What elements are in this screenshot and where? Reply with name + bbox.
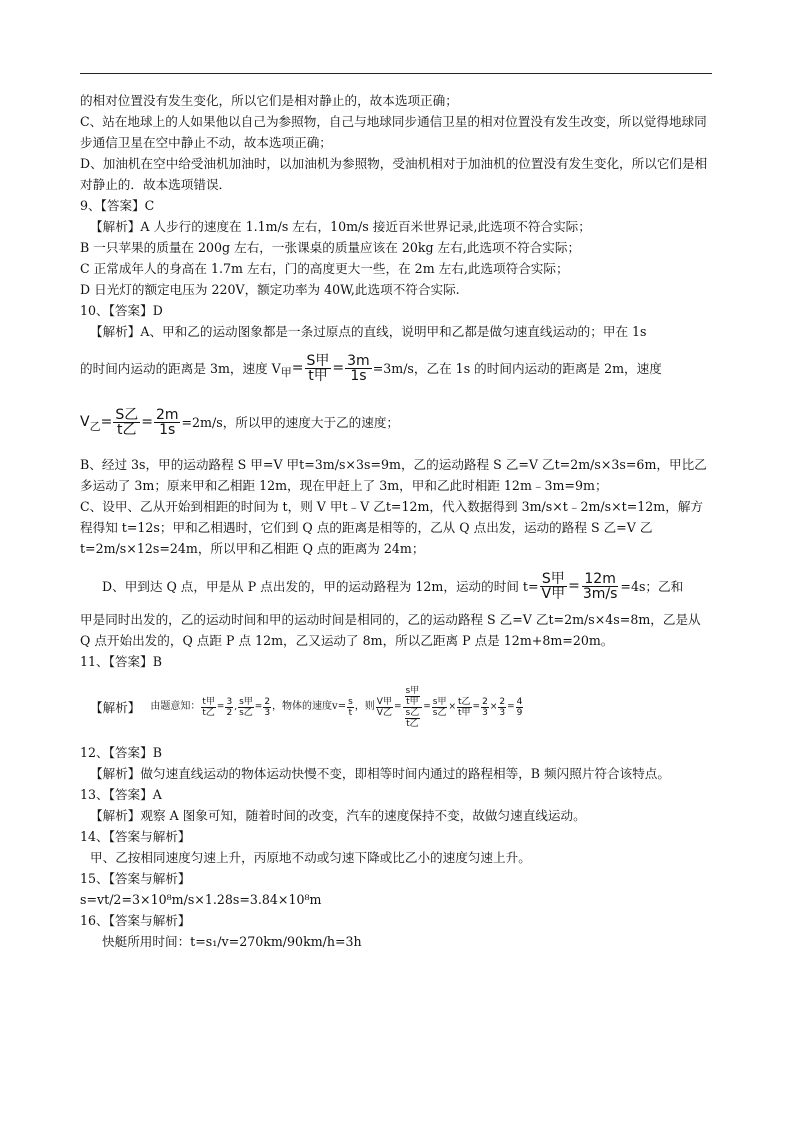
answer-heading: 15、【答案与解析】 [80,871,191,886]
analysis-line: 甲是同时出发的，乙的运动时间和甲的运动时间是相同的，乙的运动路程 S 乙=V 乙t=2m/s×4s=8m，乙是从 Q 点开始出发的，Q 点距 P 点 12m，乙又运动了 8m，所以乙距离 P 点是 12m+8m=20m。 [80,612,701,648]
fraction: $\frac{\text{S甲}}{\text{t甲}}$ [306,352,330,384]
formula-line: V 乙 = $\frac{\text{S乙}}{\text{t乙}}$ = $\frac{2m}{1s}$ =2m/s，所以甲的速度大于乙的速度； [80,406,400,438]
text-line: 的相对位置没有发生变化，所以它们是相对静止的，故本选项正确； [80,93,458,108]
document-body [80,90,714,952]
analysis-line: B、经过 3s，甲的运动路程 S 甲=V 甲t=3m/s×3s=9m，乙的运动路程 S 乙=V 乙t=2m/s×3s=6m，甲比乙多运动了 3m；原来甲和乙相距 12m，现在甲赶上了 3m，甲和乙此时相距 12m﹣3m=9m； [80,457,707,493]
fraction: $\frac{12m}{3m/s}$ [582,570,618,602]
fraction: $\frac{3m}{1s}$ [347,352,370,384]
answer-heading: 16、【答案与解析】 [80,913,191,928]
fraction: $\frac{\text{S甲}}{\text{V甲}}$ [541,570,566,602]
answer-heading: 9、【答案】C [80,198,155,213]
answer-heading: 12、【答案】B [80,745,162,760]
fraction: $\frac{2m}{1s}$ [155,406,179,438]
analysis-line: 【解析】A 人步行的速度在 1.1m/s 左右，10m/s 接近百米世界记录,此选项不符合实际； [90,219,591,234]
fraction: $\frac{2}{3}$ [499,696,506,718]
text-line: D、加油机在空中给受油机加油时，以加油机为参照物，受油机相对于加油机的位置没有发生变化，所以它们是相对静止的．故本选项错误． [80,156,708,192]
fraction: $\frac{\text{t乙}}{\text{t甲}}$ [458,696,471,718]
analysis-line: 【解析】A、甲和乙的运动图象都是一条过原点的直线，说明甲和乙都是做匀速直线运动的；甲在 1s [90,324,647,339]
analysis-line: 【解析】做匀速直线运动的物体运动快慢不变，即相等时间内通过的路程相等，B 频闪照片符合该特点。 [90,766,670,781]
fraction: $\frac{\text{V甲}}{\text{V乙}}$ [376,696,392,718]
header-rule [80,73,712,74]
analysis-line: 甲、乙按相同速度匀速上升，丙原地不动或匀速下降或比乙小的速度匀速上升。 [90,850,531,865]
answer-heading: 14、【答案与解析】 [80,829,191,844]
answer-heading: 10、【答案】D [80,303,163,318]
formula-line: 【解析】 由题意知： $\frac{\text{t甲}}{\text{t乙}}$ = $\frac{3}{2}$ , $\frac{\text{s甲}}{\text{s乙}}$ = $\frac{2}{3}$ ，物体的速度v= $\frac{s}{t}$ ，则 $\frac{\text{V甲}}{\text{V乙}}$ = $\frac{\frac{\text{s甲}}{\text{t甲}}}{\frac{\text{s乙}}{\text{t乙}}}$ = $\frac{\text{s甲}}{\text{s乙}}$ × $\frac{\text{t乙}}{\text{t甲}}$ = $\frac{2}{3}$ × $\frac{2}{3}$ = $\frac{4}{9}$ [90,685,523,729]
analysis-line: C、设甲、乙从开始到相距的时间为 t，则 V 甲t﹣V 乙t=12m，代入数据得到 3m/s×t﹣2m/s×t=12m，解方程得知 t=12s；甲和乙相遇时，它们到 Q 点的距离是相等的，乙从 Q 点出发，运动的路程 S 乙=V 乙t=2m/s×12s=24m，所以甲和乙相距 Q 点的距离为 24m； [80,499,704,556]
fraction: $\frac{3}{2}$ [226,696,233,718]
answer-heading: 11、【答案】B [80,654,162,669]
fraction: $\frac{\text{S乙}}{\text{t乙}}$ [115,406,139,438]
analysis-line: B 一只苹果的质量在 200g 左右，一张课桌的质量应该在 20kg 左右,此选项不符合实际； [80,240,581,255]
fraction: $\frac{2}{3}$ [264,696,271,718]
fraction: $\frac{\frac{\text{s甲}}{\text{t甲}}}{\frac{\text{s乙}}{\text{t乙}}}$ [403,686,423,729]
fraction: $\frac{\text{s甲}}{\text{s乙}}$ [239,696,253,718]
analysis-line: C 正常成年人的身高在 1.7m 左右，门的高度更大一些，在 2m 左右,此选项符合实际； [80,261,569,276]
fraction: $\frac{2}{3}$ [482,696,488,718]
analysis-line: 【解析】观察 A 图象可知，随着时间的改变，汽车的速度保持不变，故做匀速直线运动。 [90,808,586,823]
fraction: $\frac{\text{t甲}}{\text{t乙}}$ [202,696,215,718]
fraction: $\frac{\text{s甲}}{\text{s乙}}$ [432,696,447,718]
formula-line: D、甲到达 Q 点，甲是从 P 点出发的，甲的运动路程为 12m，运动的时间 t= $\frac{\text{S甲}}{\text{V甲}}$ = $\frac{12m}{3m/s}$ =4s；乙和 [102,570,684,602]
fraction: $\frac{s}{t}$ [348,696,353,718]
analysis-line: D 日光灯的额定电压为 220V，额定功率为 40W,此选项不符合实际. [80,282,460,297]
formula-line: 的时间内运动的距离是 3m，速度 V 甲 = $\frac{\text{S甲}}{\text{t甲}}$ = $\frac{3m}{1s}$ =3m/s，乙在 1s 的时间内运动的距离是 2m，速度 [80,352,662,384]
analysis-line: 快艇所用时间：t=s₁/v=270km/90km/h=3h [102,934,362,949]
answer-heading: 13、【答案】A [80,787,162,802]
fraction: $\frac{4}{9}$ [516,696,523,718]
text-line: C、站在地球上的人如果他以自己为参照物，自己与地球同步通信卫星的相对位置没有发生改变，所以觉得地球同步通信卫星在空中静止不动，故本选项正确； [80,114,707,150]
analysis-line: s=vt/2=3×10⁸m/s×1.28s=3.84×10⁸m [80,892,322,907]
